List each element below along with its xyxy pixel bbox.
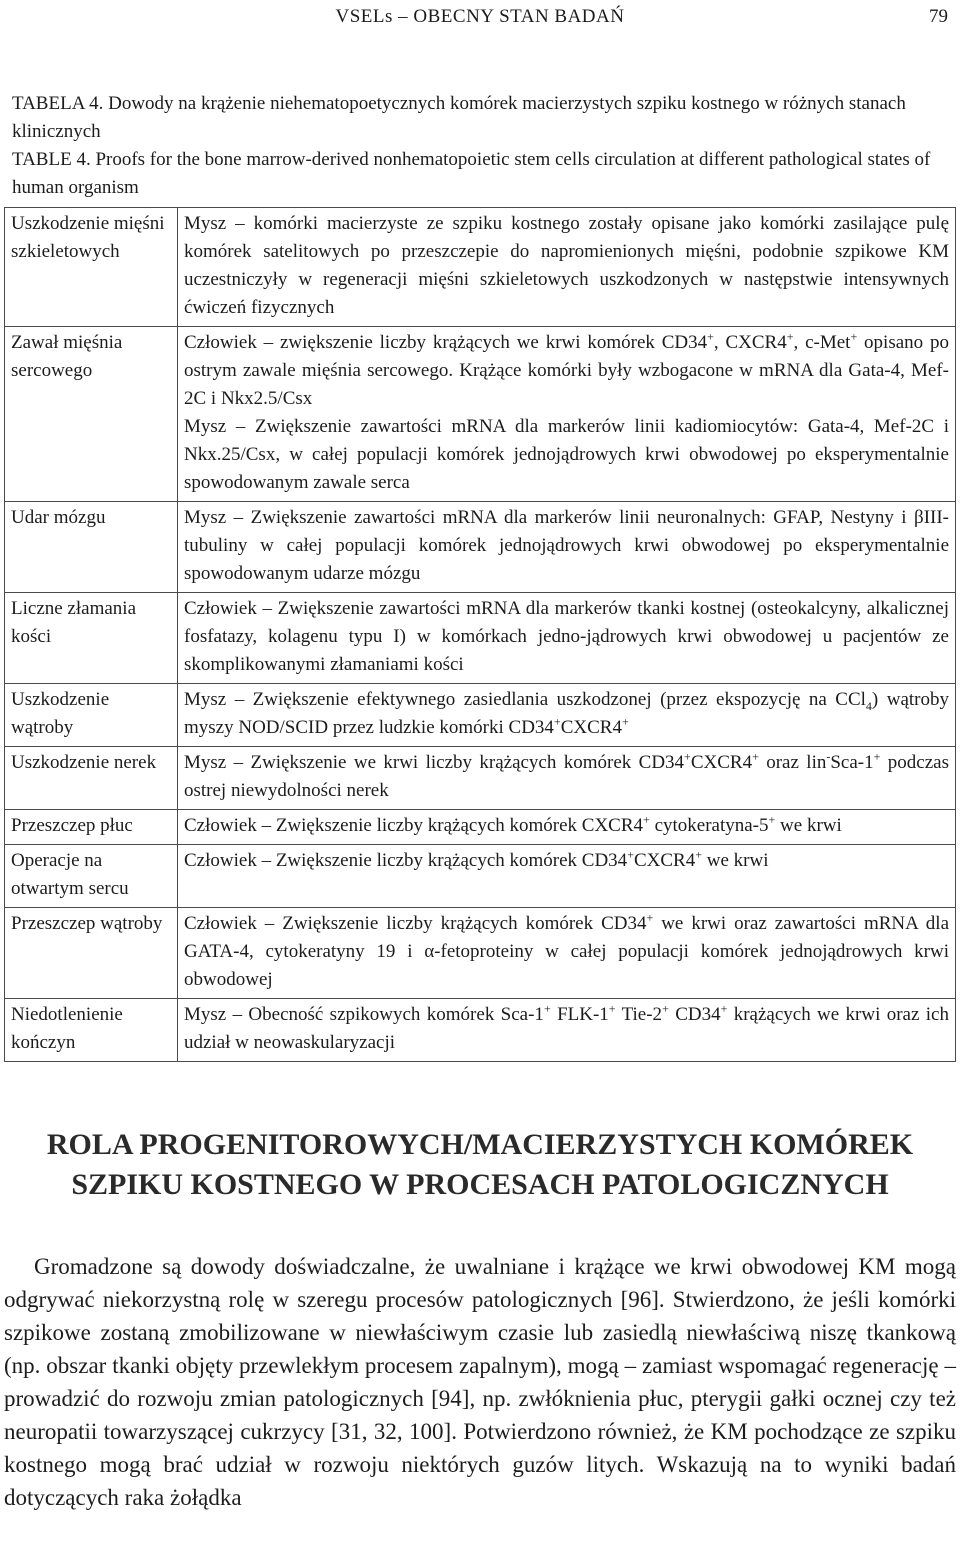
description-cell: Mysz – Zwiększenie we krwi liczby krążących komórek CD34+CXCR4+ oraz lin-Sca-1+ podczas ostrej niewydolności nerek bbox=[178, 747, 956, 810]
description-cell: Mysz – Zwiększenie zawartości mRNA dla markerów linii neuronalnych: GFAP, Nestyny i βIII-tubuliny w całej populacji komórek jednojądrowych krwi obwodowej po eksperymentalnie spowodowanym udarze mózgu bbox=[178, 502, 956, 593]
page-number: 79 bbox=[929, 6, 948, 27]
table-caption bbox=[12, 90, 952, 202]
table-row bbox=[5, 502, 956, 593]
description-cell: Mysz – komórki macierzyste ze szpiku kostnego zostały opisane jako komórki zasilające pulę komórek satelitowych po przeszczepie do napromienionych mięśni, podobnie szpikowe KM uczestniczyły w regeneracji mięśni szkieletowych uszkodzonych w następstwie intensywnych ćwiczeń fizycznych bbox=[178, 208, 956, 327]
condition-cell: Niedotlenienie kończyn bbox=[5, 999, 178, 1062]
running-title: VSELs – OBECNY STAN BADAŃ bbox=[335, 6, 625, 27]
description-cell: Człowiek – Zwiększenie liczby krążących komórek CD34+CXCR4+ we krwi bbox=[178, 845, 956, 908]
table-row bbox=[5, 999, 956, 1062]
description-cell: Mysz – Obecność szpikowych komórek Sca-1+ FLK-1+ Tie-2+ CD34+ krążących we krwi oraz ich udział w neowaskularyzacji bbox=[178, 999, 956, 1062]
condition-cell: Uszkodzenie wątroby bbox=[5, 684, 178, 747]
condition-cell: Udar mózgu bbox=[5, 502, 178, 593]
description-cell: Człowiek – Zwiększenie zawartości mRNA dla markerów tkanki kostnej (osteokalcyny, alkalicznej fosfatazy, kolagenu typu I) w komórkach jedno-jądrowych krwi obwodowej u pacjentów ze skomplikowanymi złamaniami kości bbox=[178, 593, 956, 684]
running-header bbox=[0, 4, 960, 30]
table-row bbox=[5, 593, 956, 684]
description-cell: Mysz – Zwiększenie efektywnego zasiedlania uszkodzonej (przez ekspozycję na CCl$_4$) wątroby myszy NOD/SCID przez ludzkie komórki CD34+CXCR4+ bbox=[178, 684, 956, 747]
table-row bbox=[5, 208, 956, 327]
condition-cell: Uszkodzenie nerek bbox=[5, 747, 178, 810]
caption-english: TABLE 4. Proofs for the bone marrow-derived nonhematopoietic stem cells circulation at different pathological states of human organism bbox=[12, 149, 931, 198]
table-row bbox=[5, 684, 956, 747]
condition-cell: Liczne złamania kości bbox=[5, 593, 178, 684]
description-cell: Człowiek – zwiększenie liczby krążących we krwi komórek CD34+, CXCR4+, c-Met+ opisano po ostrym zawale mięśnia sercowego. Krążące komórki były wzbogacone w mRNA dla Gata-4, Mef-2C i Nkx2.5/Csx Mysz – Zwiększenie zawartości mRNA dla markerów linii kadiomiocytów: Gata-4, Mef-2C i Nkx.25/Csx, w całej populacji komórek jednojądrowych krwi obwodowej po eksperymentalnie spowodowanym zawale serca bbox=[178, 327, 956, 502]
condition-cell: Zawał mięśnia sercowego bbox=[5, 327, 178, 502]
condition-cell: Przeszczep wątroby bbox=[5, 908, 178, 999]
description-cell: Człowiek – Zwiększenie liczby krążących komórek CXCR4+ cytokeratyna-5+ we krwi bbox=[178, 810, 956, 845]
table-row bbox=[5, 747, 956, 810]
description-cell: Człowiek – Zwiększenie liczby krążących komórek CD34+ we krwi oraz zawartości mRNA dla GATA-4, cytokeratyny 19 i α-fetoproteiny w całej populacji komórek jednojądrowych krwi obwodowej bbox=[178, 908, 956, 999]
table-row bbox=[5, 810, 956, 845]
body-paragraph: Gromadzone są dowody doświadczalne, że uwalniane i krążące we krwi obwodowej KM mogą odgrywać niekorzystną rolę w szeregu procesów patologicznych [96]. Stwierdzono, że jeśli komórki szpikowe zostaną zmobilizowane w niewłaściwym czasie lub zasiedlą niewłaściwą niszę tkankową (np. obszar tkanki objęty przewlekłym procesem zapalnym), mogą – zamiast wspomagać regenerację – prowadzić do rozwoju zmian patologicznych [94], np. zwłóknienia płuc, pterygii gałki ocznej czy też neuropatii towarzyszącej cukrzycy [31, 32, 100]. Potwierdzono również, że KM pochodzące ze szpiku kostnego mogą brać udział w rozwoju niektórych guzów litych. Wskazują na to wyniki badań dotyczących raka żołądka bbox=[4, 1254, 956, 1510]
caption-polish: TABELA 4. Dowody na krążenie niehematopoetycznych komórek macierzystych szpiku kostnego w różnych stanach klinicznych bbox=[12, 93, 906, 142]
section-heading: ROLA PROGENITOROWYCH/MACIERZYSTYCH KOMÓREK SZPIKU KOSTNEGO W PROCESACH PATOLOGICZNYCH bbox=[46, 1128, 914, 1201]
table-row bbox=[5, 908, 956, 999]
condition-cell: Uszkodzenie mięśni szkieletowych bbox=[5, 208, 178, 327]
condition-cell: Przeszczep płuc bbox=[5, 810, 178, 845]
table-row bbox=[5, 845, 956, 908]
condition-cell: Operacje na otwartym sercu bbox=[5, 845, 178, 908]
table-row bbox=[5, 327, 956, 502]
evidence-table bbox=[4, 207, 956, 1062]
